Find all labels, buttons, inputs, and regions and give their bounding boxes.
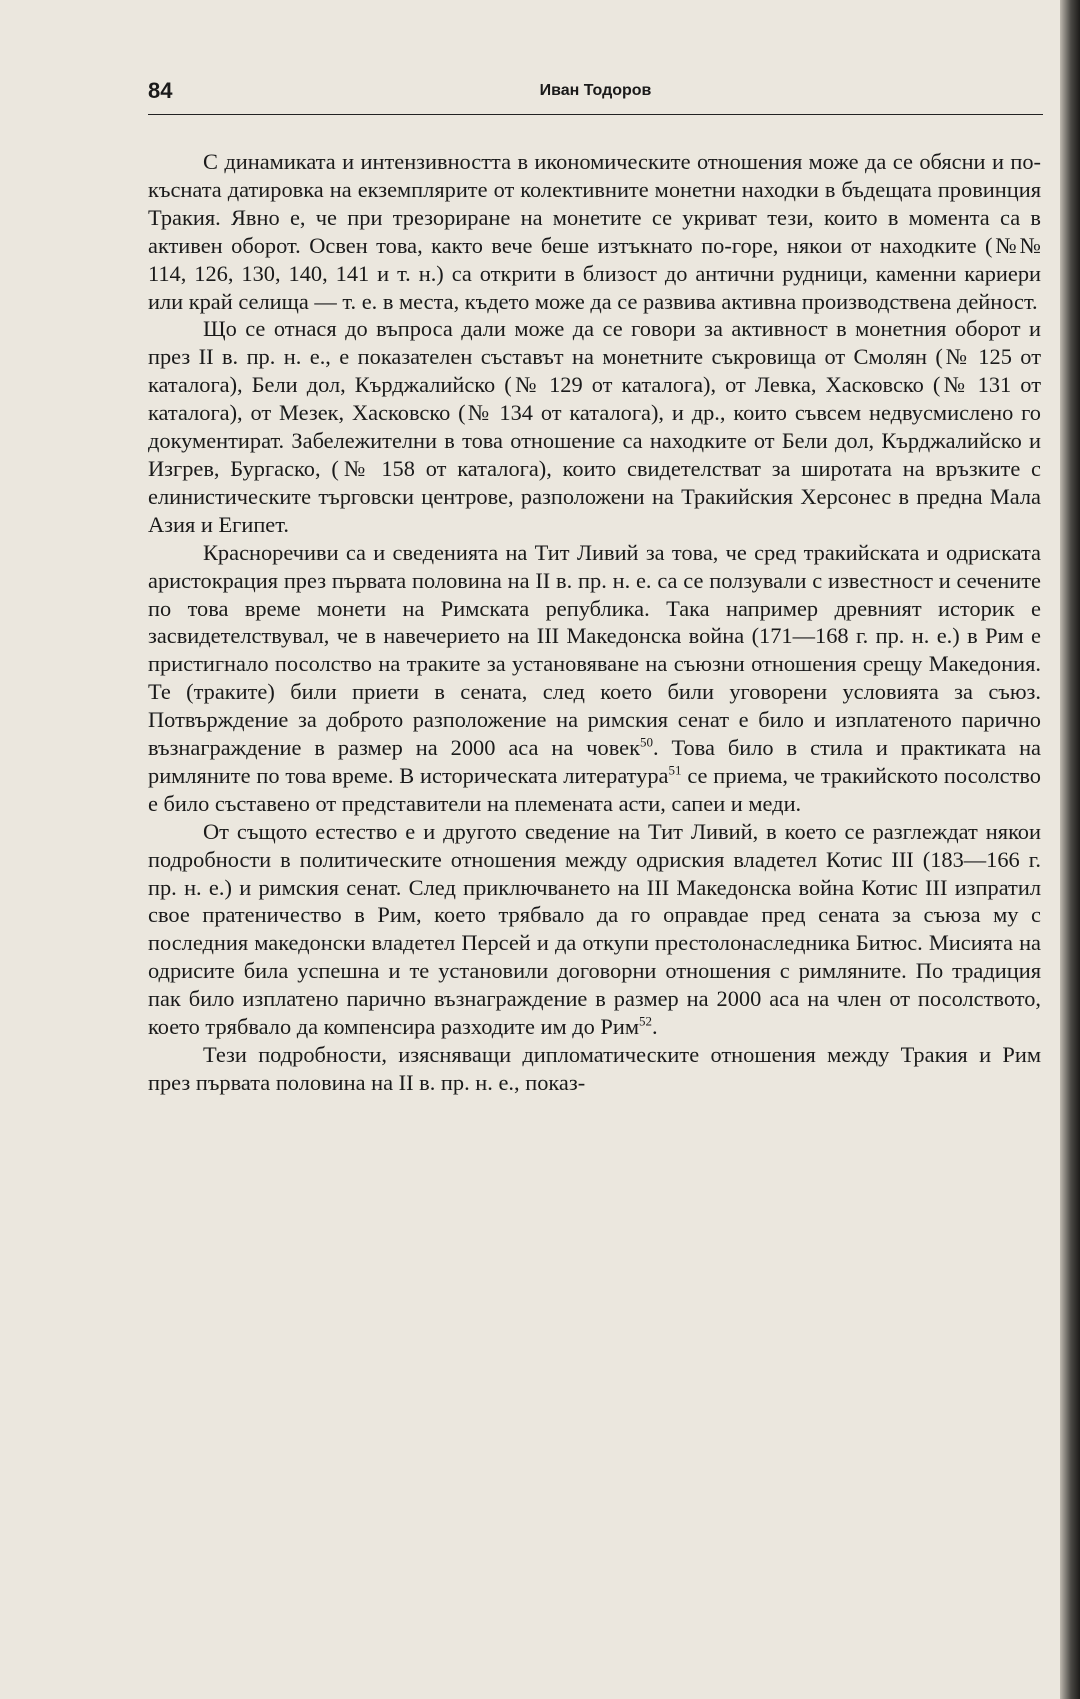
running-head: Иван Тодоров	[539, 82, 652, 99]
paragraph-1: С динамиката и интензивността в икономическите отношения може да се обясни и по-късната датировка на екземплярите от колективните монетни находки в бъдещата провинция Тракия. Явно е, че при трезориране на монетите се укриват тези, които в момента са в активен оборот. Освен това, както вече беше изтъкнато по-горе, някои от находките (№№ 114, 126, 130, 140, 141 и т. н.) са открити в близост до антични рудници, каменни кариери или край селища — т. е. в места, където може да се развива активна производствена дейност.	[148, 149, 1041, 314]
footnote-ref-51: 51	[668, 762, 682, 778]
paragraph-3	[148, 539, 1041, 818]
page-binding-edge	[1060, 0, 1080, 1699]
page-number: 84	[148, 78, 173, 103]
page-header	[148, 78, 1043, 114]
paragraph-3-part-2: . Това било в стила и практиката на римляните по това време. В историческата литература	[148, 735, 1041, 788]
paragraph-2: Що се отнася до въпроса дали може да се говори за активност в монетния оборот и през II в. пр. н. е., е показателен съставът на монетните съкровища от Смолян (№ 125 от каталога), Бели дол, Кърджалийско (№ 129 от каталога), от Левка, Хасковско (№ 131 от каталога), от Мезек, Хасковско (№ 134 от каталога), и др., които съвсем недвусмислено го документират. Забележителни в това отношение са находките от Бели дол, Кърджалийско и Изгрев, Бургаско, (№ 158 от каталога), които свидетелстват за широтата на връзките с елинистическите търговски центрове, разположени на Тракийския Херсонес в предна Мала Азия и Египет.	[148, 316, 1041, 537]
body-text	[148, 148, 1041, 1097]
footnote-ref-52: 52	[639, 1013, 653, 1029]
paragraph-4-part-2: .	[652, 1014, 658, 1040]
paragraph-4	[148, 818, 1041, 1041]
paragraph-3-part-3: се приема, че тракийското посолство е било съставено от представители на племената асти, сапеи и меди.	[148, 762, 1041, 816]
footnote-ref-50: 50	[639, 734, 653, 750]
paragraph-5: Тези подробности, изясняващи дипломатическите отношения между Тракия и Рим през първата половина на II в. пр. н. е., показ-	[148, 1042, 1041, 1095]
header-rule	[148, 114, 1043, 115]
paragraph-3-part-1: Красноречиви са и сведенията на Тит Ливий за това, че сред тракийската и одриската аристокрация през първата половина на II в. пр. н. е. са се ползували с известност и сечените по това време монети на Римската република. Така например древният историк е засвидетелствувал, че в навечерието на III Македонска война (171—168 г. пр. н. е.) в Рим е пристигнало посолство на траките за установяване на съюзни отношения срещу Македония. Те (траките) били приети в сената, след което били уговорени условията за съюз. Потвърждение за доброто разположение на римския сенат е било и изплатеното парично възнаграждение в размер на 2000 аса на човек	[148, 539, 1041, 761]
paragraph-4-part-1: От същото естество е и другото сведение на Тит Ливий, в което се разглеждат някои подробности в политическите отношения между одриския владетел Котис III (183—166 г. пр. н. е.) и римския сенат. След приключването на III Македонска война Котис III изпратил свое пратеничество в Рим, което трябвало да го оправдае пред сената за съюза му с последния македонски владетел Персей и да откупи престолонаследника Битюс. Мисията на одрисите била успешна и те установили договорни отношения с римляните. По традиция пак било изплатено парично възнаграждение в размер на 2000 аса на член от посолството, което трябвало да компенсира разходите им до Рим	[148, 818, 1041, 1040]
